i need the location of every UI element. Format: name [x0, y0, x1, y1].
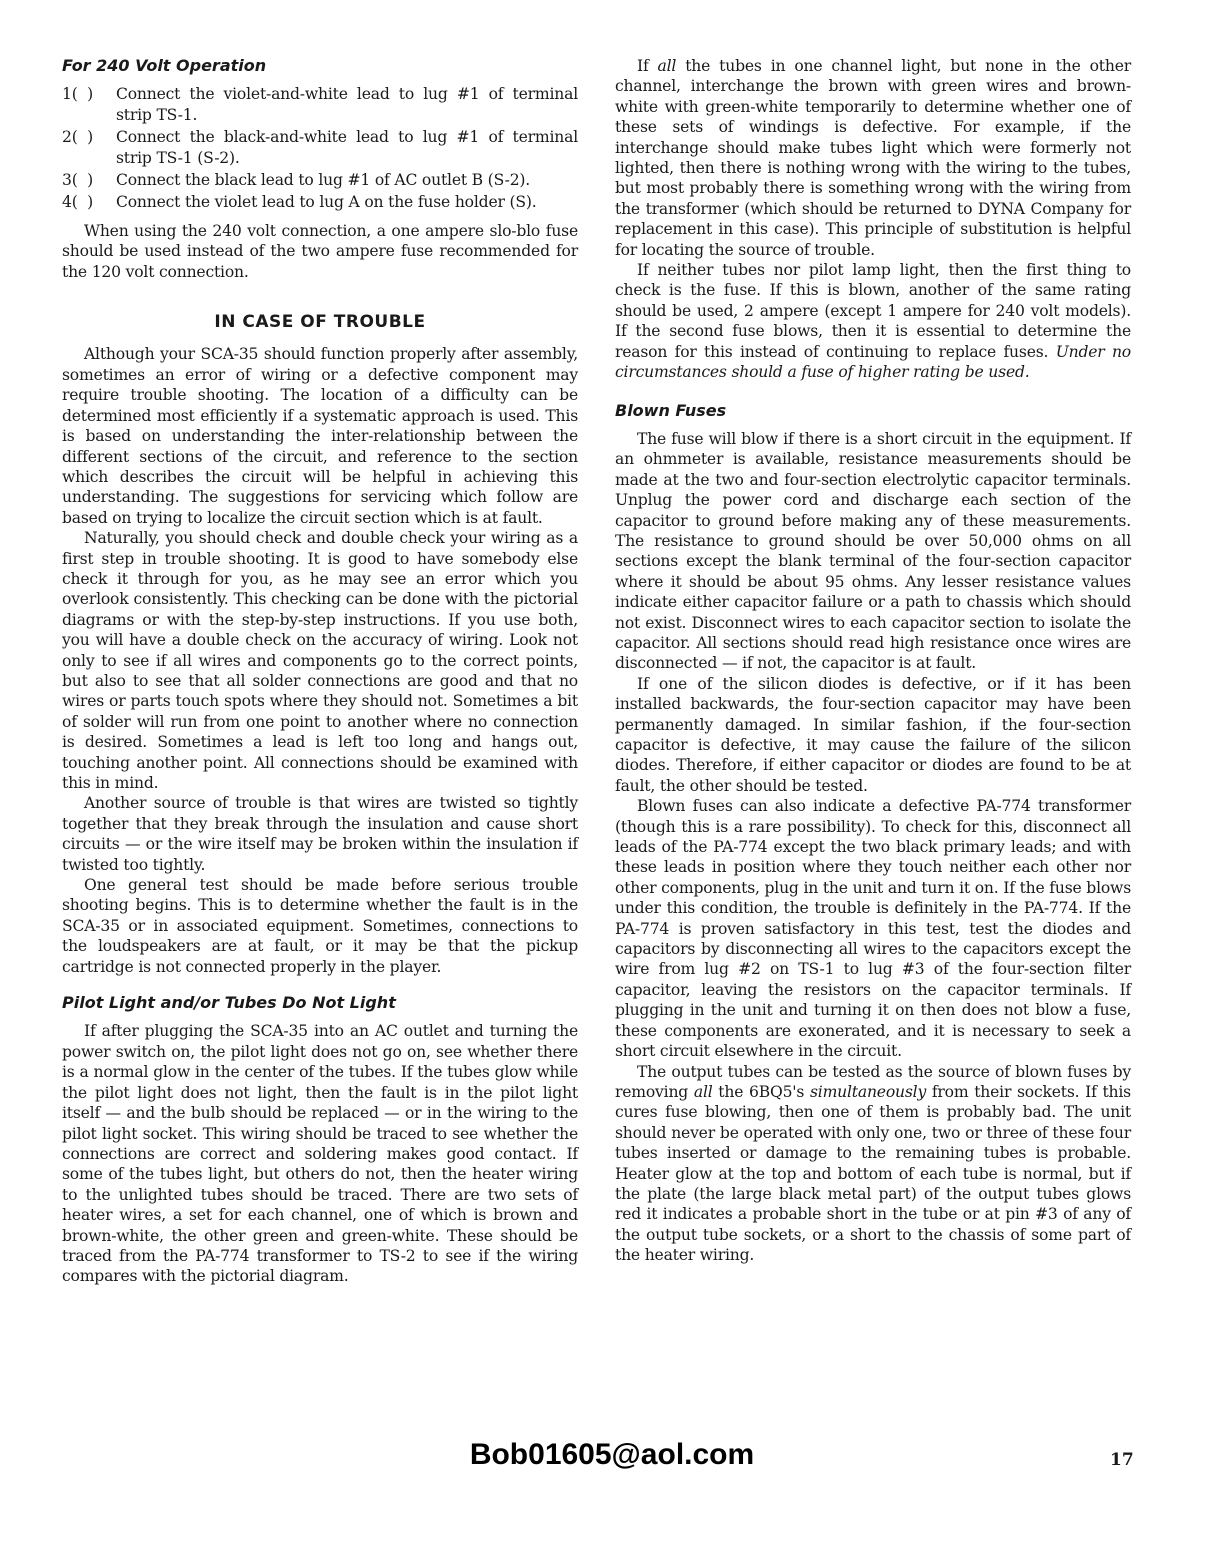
text-run: If neither tubes nor pilot lamp light, then the first thing to check is the fuse. If this is blown, another of the same rating should be used, 2 ampere (except 1 ampere for 240 volt models). If the second fuse blows, then it is essential to determine the reason for this instead of continuing to replace fuses.: [615, 261, 1131, 361]
step-checkbox[interactable]: 3( ): [62, 171, 94, 190]
step-item: [62, 127, 578, 168]
step-item: [62, 84, 578, 125]
page-number: 17: [1110, 1450, 1134, 1470]
step-text: Connect the violet lead to lug A on the fuse holder (S).: [116, 193, 537, 212]
section-heading-pilot-light: Pilot Light and/or Tubes Do Not Light: [62, 993, 396, 1013]
text-run: the tubes in one channel light, but none in the other channel, interchange the brown with green wires and brown-white with green-white temporarily to determine whether one of these sets of windings is defective. For example, if the interchange should make tubes light which were formerly not lighted, then there is nothing wrong with the wiring to the tubes, but most probably there is something wrong with the wiring from the transformer (which should be returned to DYNA Company for replacement in this case). This principle of substitution is helpful for locating the source of trouble.: [615, 57, 1131, 259]
step-item: [62, 192, 578, 212]
step-text: Connect the black-and-white lead to lug #1 of terminal strip TS-1 (S-2).: [116, 128, 578, 167]
paragraph: If after plugging the SCA-35 into an AC outlet and turning the power switch on, the pilot light does not go on, see whether there is a normal glow in the center of the tubes. If the tubes glow while the pilot light does not light, then the fault is in the pilot light itself — and the bulb should be replaced — or in the wiring to the pilot light socket. This wiring should be traced to see whether the connections are correct and soldering makes good contact. If some of the tubes light, but others do not, then the heater wiring to the unlighted tubes should be traced. There are two sets of heater wires, a set for each channel, one of which is brown and brown-white, the other green and green-white. These should be traced from the PA-774 transformer to TS-2 to see if the wiring compares with the pictorial diagram.: [62, 1022, 578, 1286]
step-checkbox[interactable]: 1( ): [62, 85, 94, 104]
right-column: [615, 56, 1131, 1266]
paragraph: [615, 260, 1131, 382]
paragraph: One general test should be made before serious trouble shooting begins. This is to determine whether the fault is in the SCA-35 or in associated equipment. Sometimes, connections to the loudspeakers are at fault, or it may be that the pickup cartridge is not connected properly in the player.: [62, 876, 578, 976]
step-item: [62, 170, 578, 190]
section-heading-trouble: IN CASE OF TROUBLE: [214, 312, 426, 333]
paragraph: Blown fuses can also indicate a defective PA-774 transformer (though this is a rare possibility). To check for this, disconnect all leads of the PA-774 except the two black primary leads; and with these leads in position where they touch neither each other nor other components, plug in the unit and turn it on. If the fuse blows under this condition, the trouble is definitely in the PA-774. If the PA-774 is proven satisfactory in this test, test the diodes and capacitors by disconnecting all wires to the capacitors except the wire from lug #2 on TS-1 to lug #3 of the four-section filter capacitor, leaving the resistors on the capacitor terminals. If plugging in the unit and turning it on then does not blow a fuse, these components are exonerated, and it is necessary to seek a short circuit elsewhere in the circuit.: [615, 797, 1131, 1061]
italic-text: all: [657, 57, 677, 75]
paragraph: [615, 1062, 1131, 1266]
section-heading-240-volt: For 240 Volt Operation: [62, 56, 267, 75]
text-run: the 6BQ5's: [712, 1082, 810, 1101]
step-checkbox[interactable]: 2( ): [62, 128, 94, 147]
section-heading-blown-fuses: Blown Fuses: [615, 400, 727, 420]
note-240-volt: When using the 240 volt connection, a one ampere slo-blo fuse should be used instead of the two ampere fuse recommended for the 120 volt connection.: [62, 221, 578, 281]
italic-warning: Under no circumstances should a fuse of higher rating be used.: [615, 342, 1131, 382]
paragraph: Another source of trouble is that wires are twisted so tightly together that they break through the insulation and cause short circuits — or the wire itself may be broken within the insulation if twisted too tightly.: [62, 794, 578, 874]
paragraph: [615, 56, 1131, 260]
text-run: If: [637, 57, 658, 75]
left-column: [62, 56, 578, 1287]
italic-text: all: [693, 1082, 713, 1101]
step-text: Connect the violet-and-white lead to lug #1 of terminal strip TS-1.: [116, 85, 578, 124]
step-checkbox[interactable]: 4( ): [62, 193, 94, 212]
text-run: The output tubes can be tested as the source of blown fuses by removing: [615, 1062, 1131, 1101]
footer-email: Bob01605@aol.com: [469, 1438, 755, 1471]
italic-text: simultaneously: [809, 1082, 927, 1101]
paragraph: Although your SCA-35 should function properly after assembly, sometimes an error of wiring or a defective component may require trouble shooting. The location of a difficulty can be determined most efficiently if a systematic approach is used. This is based on understanding the inter-relationship between the different sections of the circuit, and reference to the section which describes the circuit will be helpful in achieving this understanding. The suggestions for servicing which follow are based on trying to localize the circuit section which is at fault.: [62, 345, 578, 527]
paragraph: The fuse will blow if there is a short circuit in the equipment. If an ohmmeter is available, resistance measurements should be made at the two and four-section electrolytic capacitor terminals. Unplug the power cord and discharge each section of the capacitor to ground before making any of these measurements. The resistance to ground should be over 50,000 ohms on all sections except the blank terminal of the four-section capacitor where it should be about 95 ohms. Any lesser resistance values indicate either capacitor failure or a path to chassis which should not exist. Disconnect wires to each capacitor section to isolate the capacitor. All sections should read high resistance once wires are disconnected — if not, the capacitor is at fault.: [615, 429, 1131, 673]
paragraph: Naturally, you should check and double check your wiring as a first step in trouble shooting. It is good to have somebody else check it through for you, as he may see an error which you overlook consistently. This checking can be done with the pictorial diagrams or with the step-by-step instructions. If you use both, you will have a double check on the accuracy of wiring. Look not only to see if all wires and components go to the correct points, but also to see that all solder connections are good and that no wires or parts touch spots where they should not. Sometimes a bit of solder will run from one point to another where no connection is desired. Sometimes a lead is left too long and hangs out, touching another point. All connections should be examined with this in mind.: [62, 529, 578, 792]
paragraph: If one of the silicon diodes is defective, or if it has been installed backwards, the four-section capacitor may have been permanently damaged. In similar fashion, if the four-section capacitor is defective, it may cause the failure of the silicon diodes. Therefore, if either capacitor or diodes are found to be at fault, the other should be tested.: [615, 674, 1131, 795]
text-run: from their sockets. If this cures fuse blowing, then one of them is probably bad. The unit should never be operated with only one, two or three of these four tubes inserted or damage to the remaining tubes is probable. Heater glow at the top and bottom of each tube is normal, but if the plate (the large black metal part) of the output tubes glows red it indicates a probable short in the tube or at pin #3 of any of the output tube sockets, or a short to the chassis of some part of the heater wiring.: [615, 1082, 1131, 1265]
step-text: Connect the black lead to lug #1 of AC outlet B (S-2).: [116, 171, 531, 190]
